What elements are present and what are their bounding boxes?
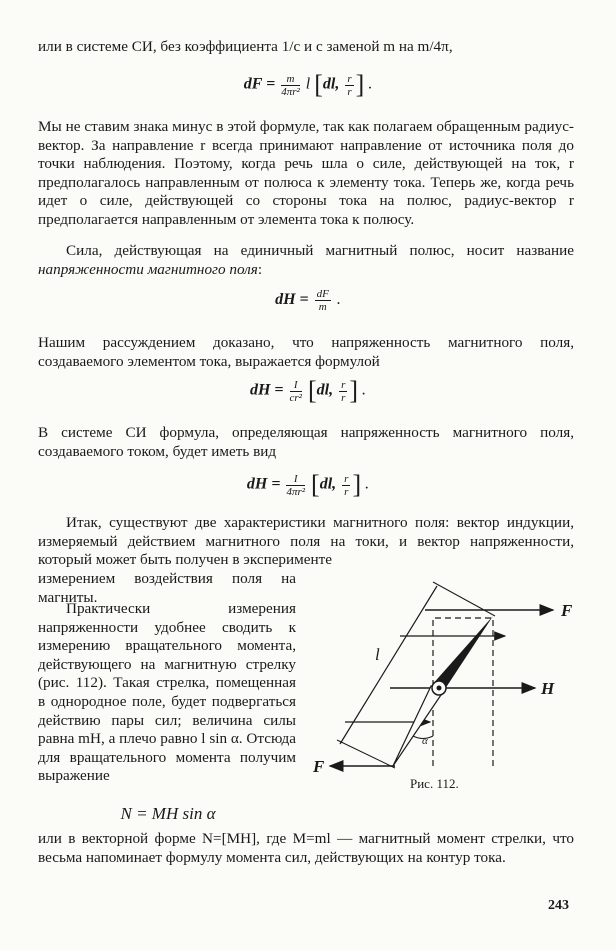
equation-dH-si: dH = $\frac{I}{\text{4πr²}}$ [dl, $\frac{r}{r}$ ] . bbox=[246, 470, 370, 499]
page-number: 243 bbox=[548, 898, 569, 913]
paragraph-two-characteristics: Итак, существуют две характеристики магнитного поля: вектор индукции, измеряемый действием магнитного поля на токи, и вектор напряженности, который может быть получен в эксперименте bbox=[38, 514, 574, 569]
figure-caption: Рис. 112. bbox=[410, 776, 459, 791]
paragraph-si: В системе СИ формула, определяющая напряженность магнитного поля, создаваемого током, будет иметь вид bbox=[38, 424, 574, 460]
length-tick-bottom bbox=[337, 740, 395, 768]
paragraph-proof: Нашим рассуждением доказано, что напряженность магнитного поля, создаваемого элементом тока, выражается формулой bbox=[38, 334, 574, 370]
label-length: l bbox=[375, 645, 380, 664]
label-field-H: H bbox=[541, 679, 555, 698]
needle-light-half bbox=[393, 686, 445, 766]
paragraph-two-characteristics-end: измерением воздействия поля на магниты. bbox=[38, 570, 296, 606]
paragraph-field-strength: Сила, действующая на единичный магнитный полюс, носит название напряженности магнитного поля: bbox=[38, 242, 574, 278]
paragraph-torque: Практически измерения напряженности удобнее сводить к измерению вращательного момента, действующего на магнитную стрелку (рис. 112). Такая стрелка, помещенная в однородное поле, будет подвергаться действию пары сил; величина силы равна mH, а плечо равно l sin α. Отсюда для вращательного момента получим выражение bbox=[38, 600, 296, 785]
paragraph-intro: или в системе СИ, без коэффициента 1/c и с заменой m на m/4π, bbox=[38, 38, 453, 55]
label-force-top: F bbox=[561, 601, 573, 620]
equation-dF: dF = $\frac{m}{\text{4πr²}}$ l [dl, $\frac{r}{r}$ ] . bbox=[243, 70, 373, 99]
paragraph-vector-form: или в векторной форме N=[MH], где M=ml — магнитный момент стрелки, что весьма напоминает формулу момента сил, действующих на контур тока. bbox=[38, 830, 574, 866]
equation-torque: N = MH sin α bbox=[120, 804, 216, 823]
figure-112 bbox=[305, 576, 575, 776]
paragraph-radius-vector: Мы не ставим знака минус в этой формуле, так как полагаем обращенным радиус-вектор. За направление r всегда принимают направление от источника поля до точки наблюдения. Поэтому, когда речь шла о силе, действующей на ток, r предполагалось направленным от полюса к элементу тока. Теперь же, когда речь идет о силе, действующей со стороны тока на полюс, радиус-вектор r предполагается направленным от элемента тока к полюсу. bbox=[38, 118, 574, 228]
equation-dH-definition: dH = $\frac{dF}{m}$ . bbox=[275, 288, 341, 313]
pivot-center bbox=[437, 686, 442, 691]
label-alpha: α bbox=[422, 735, 428, 747]
needle-dark-half bbox=[431, 616, 493, 689]
equation-dH-cgs: dH = $\frac{I}{\text{cr²}}$ [dl, $\frac{r}{r}$ ] . bbox=[249, 376, 367, 405]
length-tick-top bbox=[433, 582, 495, 616]
label-force-bottom: F bbox=[313, 757, 325, 776]
